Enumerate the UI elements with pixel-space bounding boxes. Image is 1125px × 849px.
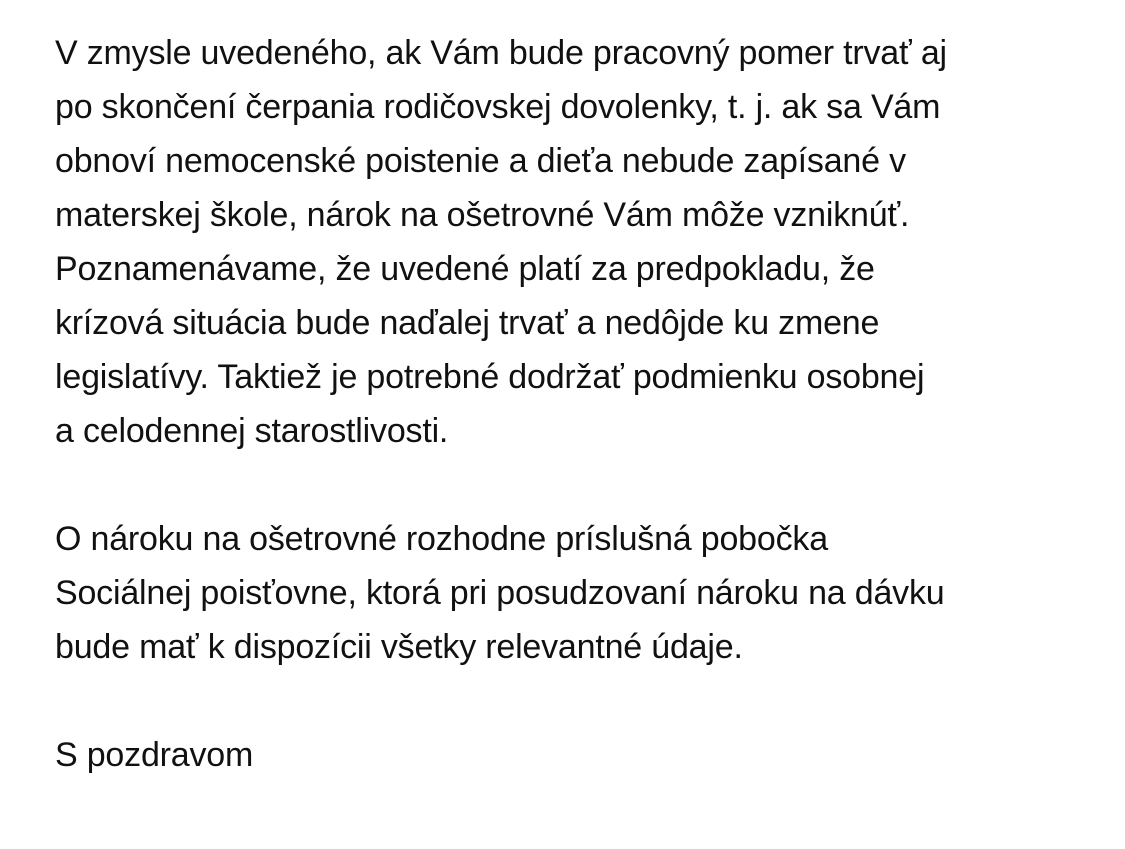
text-line: bude mať k dispozícii všetky relevantné údaje. (55, 628, 743, 666)
text-line: O nároku na ošetrovné rozhodne príslušná pobočka (55, 520, 828, 558)
text-line: materskej škole, nárok na ošetrovné Vám môže vzniknúť. (55, 196, 910, 234)
text-line: obnoví nemocenské poistenie a dieťa nebude zapísané v (55, 142, 906, 180)
paragraph-spacer (55, 458, 1105, 512)
paragraph-eligibility (55, 26, 1105, 458)
closing-text: S pozdravom (55, 736, 254, 774)
text-line: Poznamenávame, že uvedené platí za predpokladu, že (55, 250, 875, 288)
text-line: Sociálnej poisťovne, ktorá pri posudzovaní nároku na dávku (55, 574, 945, 612)
message-body (55, 26, 1105, 782)
text-line: a celodennej starostlivosti. (55, 412, 449, 450)
text-line: V zmysle uvedeného, ak Vám bude pracovný pomer trvať aj (55, 34, 947, 72)
text-line: legislatívy. Taktiež je potrebné dodržať podmienku osobnej (55, 358, 925, 396)
text-line: krízová situácia bude naďalej trvať a nedôjde ku zmene (55, 304, 880, 342)
text-line: po skončení čerpania rodičovskej dovolenky, t. j. ak sa Vám (55, 88, 941, 126)
paragraph-spacer (55, 674, 1105, 728)
paragraph-decision (55, 512, 1105, 674)
closing-greeting (55, 728, 1105, 782)
